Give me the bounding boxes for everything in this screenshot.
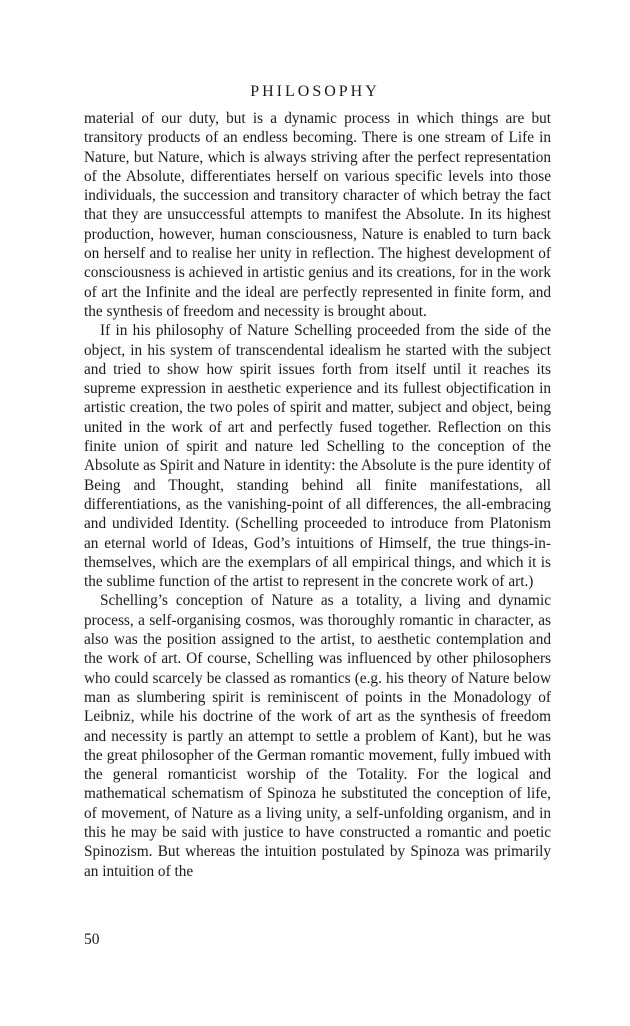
paragraph-3: Schelling’s conception of Nature as a totality, a living and dynamic process, a self-organising cosmos, was thoroughly romantic in character, as also was the position assigned to the artist, to aesthetic contemplation and the work of art. Of course, Schelling was influenced by other philosophers who could scarcely be classed as romantics (e.g. his theory of Nature below man as slumbering spirit is reminiscent of points in the Monadology of Leibniz, while his doctrine of the work of art as the synthesis of freedom and necessity is partly an attempt to settle a problem of Kant), but he was the great philosopher of the German romantic movement, fully imbued with the general romanticist worship of the Totality. For the logical and mathematical schematism of Spinoza he substituted the conception of life, of movement, of Nature as a living unity, a self-unfolding organism, and in this he may be said with justice to have constructed a romantic and poetic Spinozism. But whereas the intuition postulated by Spinoza was primarily an intuition of the (84, 592, 551, 880)
paragraph-1: material of our duty, but is a dynamic process in which things are but transitory products of an endless becoming. There is one stream of Life in Nature, but Nature, which is always striving after the perfect representation of the Absolute, differentiates herself on various specific levels into those individuals, the succession and transitory character of which betray the fact that they are unsuccessful attempts to manifest the Absolute. In its highest production, however, human consciousness, Nature is enabled to turn back on herself and to realise her unity in reflection. The highest development of consciousness is achieved in artistic genius and its creations, for in the work of art the Infinite and the ideal are perfectly represented in finite form, and the synthesis of freedom and necessity is brought about. (84, 110, 551, 320)
page-number: 50 (84, 931, 100, 948)
running-head: PHILOSOPHY (250, 83, 380, 100)
paragraph-2: If in his philosophy of Nature Schelling proceeded from the side of the object, in his system of transcendental idealism he started with the subject and tried to show how spirit issues forth from itself until it reaches its supreme expression in aesthetic experience and its fullest objectification in artistic creation, the two poles of spirit and matter, subject and object, being united in the work of art and perfectly fused together. Reflection on this finite union of spirit and nature led Schelling to the conception of the Absolute as Spirit and Nature in identity: the Absolute is the pure identity of Being and Thought, standing behind all finite manifestations, all differentiations, as the vanishing-point of all differences, the all-embracing and undivided Identity. (Schelling proceeded to introduce from Platonism an eternal world of Ideas, God’s intuitions of Himself, the true things-in-themselves, which are the exemplars of all empirical things, and which it is the sublime function of the artist to represent in the concrete work of art.) (84, 322, 551, 591)
body-text (84, 109, 551, 881)
